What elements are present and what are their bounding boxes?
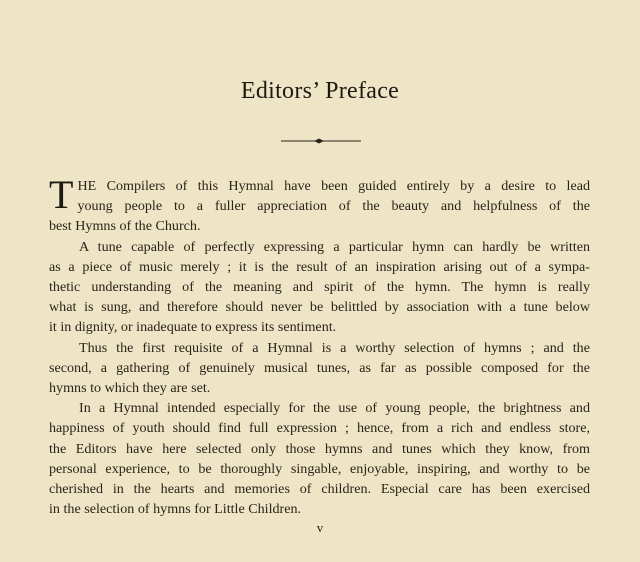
paragraph-3-line-1: Thus the first requisite of a Hymnal is a worthy selection of hymns ; and the	[79, 339, 590, 356]
page-number: v	[316, 520, 324, 535]
title-ornament	[281, 135, 361, 147]
ornament-diamond	[314, 139, 324, 144]
paragraph-2-line-1: A tune capable of perfectly expressing a particular hymn can hardly be written	[79, 238, 590, 255]
paragraph-4-line-5: cherished in the hearts and memories of children. Especial care has been exercised	[49, 481, 590, 498]
paragraph-2	[49, 237, 590, 338]
preface-body	[49, 172, 590, 519]
paragraph-2-line-3: thetic understanding of the meaning and spirit of the hymn. The hymn is really	[49, 279, 590, 296]
paragraph-1-line-3: best Hymns of the Church.	[49, 218, 201, 235]
paragraph-4-line-2: happiness of youth should find full expression ; hence, from a rich and endless store,	[49, 420, 590, 437]
paragraph-1-line-2: young people to a fuller appreciation of the beauty and helpfulness of the	[77, 198, 590, 215]
paragraph-4	[49, 398, 590, 519]
paragraph-2-line-5: it in dignity, or inadequate to express its sentiment.	[49, 319, 337, 336]
drop-cap: T	[49, 172, 74, 217]
paragraph-1-line-1: HE Compilers of this Hymnal have been guided entirely by a desire to lead	[77, 178, 590, 194]
paragraph-3-line-3: hymns to which they are set.	[49, 380, 211, 397]
paragraph-4-line-4: personal experience, to be thoroughly singable, enjoyable, inspiring, and worthy to be	[49, 460, 590, 477]
page-title: Editors’ Preface	[240, 78, 400, 104]
paragraph-2-line-2: as a piece of music merely ; it is the result of an inspiration arising out of a sympa-	[49, 258, 590, 275]
paragraph-4-line-3: the Editors have here selected only those hymns and tunes which they know, from	[49, 440, 590, 457]
paragraph-3	[49, 338, 590, 399]
paragraph-1	[49, 172, 590, 237]
paragraph-4-line-1: In a Hymnal intended especially for the use of young people, the brightness and	[79, 400, 590, 417]
paragraph-2-line-4: what is sung, and therefore should never be belittled by association with a tune below	[49, 299, 590, 316]
paragraph-4-line-6: in the selection of hymns for Little Children.	[49, 501, 302, 518]
paragraph-3-line-2: second, a gathering of genuinely musical tunes, as far as possible composed for the	[49, 359, 590, 376]
